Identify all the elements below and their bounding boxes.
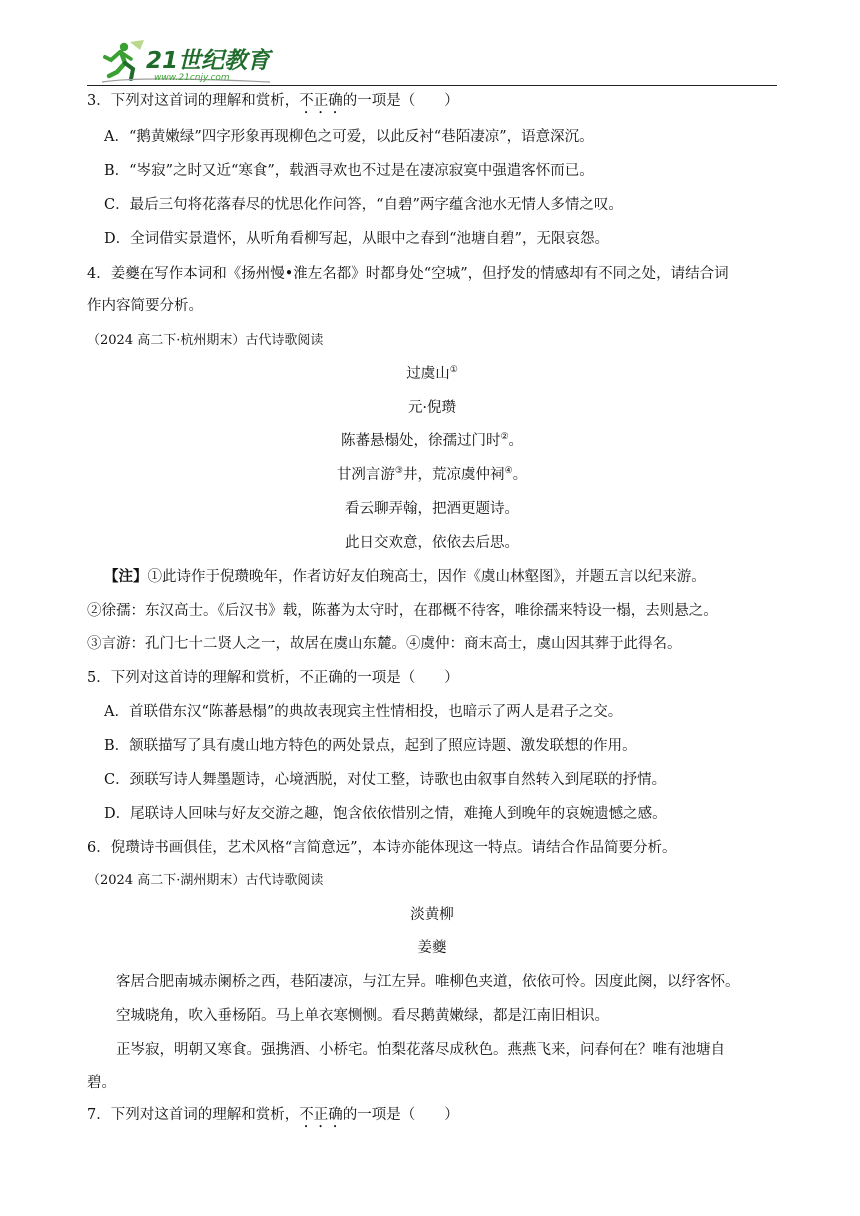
question-6-stem: 6．倪瓒诗书画俱佳，艺术风格“言简意远”，本诗亦能体现这一特点。请结合作品简要分析。 [87, 840, 677, 856]
poem-line-1: 陈蕃悬榻处，徐孺过门时②。 [340, 432, 524, 449]
logo [100, 38, 275, 86]
section-source-2: （2024 高二下·湖州期末）古代诗歌阅读 [87, 873, 324, 888]
note-1: 【注】①此诗作于倪瓒晚年，作者访好友伯琬高士，因作《虞山林壑图》，并题五言以纪来游。 [104, 568, 706, 585]
q3-option-b: B．“岑寂”之时又近“寒食”，载酒寻欢也不过是在凄凉寂寞中强遣客怀而已。 [104, 163, 594, 179]
q3-option-d: D．全词借实景遣怀，从听角看柳写起，从眼中之春到“池塘自碧”，无限哀怨。 [104, 231, 609, 247]
ci-title: 淡黄柳 [410, 907, 454, 923]
q5-option-d: D．尾联诗人回味与好友交游之趣，饱含依依惜别之情，难掩人到晚年的哀婉遗憾之感。 [104, 806, 667, 822]
poem-line-4: 此日交欢意，依依去后思。 [345, 535, 519, 551]
question-7-stem: 7．下列对这首词的理解和赏析，不正确的一项是（ ） [87, 1107, 459, 1123]
q5-option-a: A．首联借东汉“陈蕃悬榻”的典故表现宾主性情相投，也暗示了两人是君子之交。 [104, 704, 623, 720]
q5-option-c: C．颈联写诗人舞墨题诗，心境洒脱，对仗工整，诗歌也由叙事自然转入到尾联的抒情。 [104, 772, 667, 788]
question-4-line2: 作内容简要分析。 [87, 298, 203, 314]
note-3: ③言游：孔门七十二贤人之一，故居在虞山东麓。④虞仲：商末高士，虞山因其葬于此得名。 [87, 636, 682, 652]
ci-stanza-1: 空城晓角，吹入垂杨陌。马上单衣寒恻恻。看尽鹅黄嫩绿，都是江南旧相识。 [116, 1008, 609, 1024]
poem-line-2: 甘冽言游③井，荒凉虞仲祠④。 [336, 466, 528, 483]
poem-title: 过虞山① [406, 365, 458, 382]
header-rule [87, 85, 777, 86]
q3-option-a: A．“鹅黄嫩绿”四字形象再现柳色之可爱，以此反衬“巷陌凄凉”，语意深沉。 [104, 129, 594, 145]
ci-preface: 客居合肥南城赤阑桥之西，巷陌凄凉，与江左异。唯柳色夹道，依依可怜。因度此阕，以纾客怀。 [116, 974, 740, 990]
svg-text:www.21cnjy.com: www.21cnjy.com [154, 73, 230, 83]
ci-stanza-2: 正岑寂，明朝又寒食。强携酒、小桥宅。怕梨花落尽成秋色。燕燕飞来，问春何在？唯有池塘自 [116, 1042, 725, 1058]
poem-author: 元·倪瓒 [407, 400, 457, 416]
note-2: ②徐孺：东汉高士。《后汉书》载，陈蕃为太守时，在郡概不待客，唯徐孺来特设一榻，去则悬之。 [87, 603, 718, 619]
question-3-stem: 3．下列对这首词的理解和赏析，不正确的一项是（ ） [87, 93, 459, 109]
ci-stanza-2-cont: 碧。 [87, 1075, 116, 1091]
page-header [0, 0, 860, 90]
question-5-stem: 5．下列对这首诗的理解和赏析，不正确的一项是（ ） [87, 670, 459, 686]
ci-author: 姜夔 [417, 940, 447, 956]
poem-line-3: 看云聊弄翰，把酒更题诗。 [345, 501, 519, 517]
q3-option-c: C．最后三句将花落春尽的忧思化作问答，“自碧”两字蕴含池水无情人多情之叹。 [104, 197, 623, 213]
q5-option-b: B．颔联描写了具有虞山地方特色的两处景点，起到了照应诗题、激发联想的作用。 [104, 738, 637, 754]
svg-text:21世纪教育: 21世纪教育 [146, 48, 271, 74]
question-4-line1: 4．姜夔在写作本词和《扬州慢•淮左名都》时都身处“空城”，但抒发的情感却有不同之处，请结合词 [87, 266, 729, 282]
section-source: （2024 高二下·杭州期末）古代诗歌阅读 [87, 333, 324, 348]
